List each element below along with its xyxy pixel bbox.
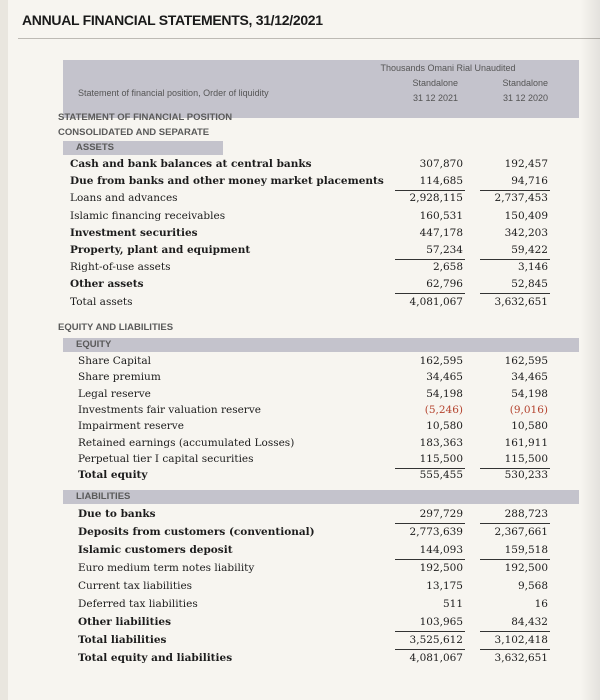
section-equity: EQUITY [76,339,112,350]
liabilities-row [78,616,578,632]
value-2020: 342,203 [504,226,548,239]
value-2021: 192,500 [419,562,463,574]
subtotal-rule [395,190,465,191]
value-2021: 555,455 [419,469,463,482]
equity-row [78,437,578,453]
row-label: Due to banks [78,508,156,520]
subtotal-rule [395,293,465,294]
equity-row [78,404,578,420]
col1-type: Standalone [412,78,458,88]
value-2020: 3,102,418 [494,634,548,646]
value-2020: 161,911 [504,436,548,449]
row-label: Islamic financing receivables [70,209,226,222]
subtotal-rule [480,559,550,560]
subtotal-rule [395,631,465,632]
value-2020: 150,409 [504,209,548,222]
value-2020: 2,367,661 [494,526,548,538]
value-2020: 3,632,651 [494,652,548,664]
value-2020: 9,568 [517,580,548,592]
col1-date: 31 12 2021 [412,93,458,103]
assets-row [70,296,570,312]
subtotal-rule [480,293,550,294]
title-divider [18,38,600,39]
liabilities-row [78,652,578,668]
row-label: Cash and bank balances at central banks [70,158,312,170]
row-label: Share premium [78,371,161,384]
row-label: Legal reserve [78,387,151,400]
row-label: Deposits from customers (conventional) [78,526,315,538]
assets-row [70,158,570,174]
value-2020: 59,422 [511,244,548,256]
liabilities-row [78,508,578,524]
value-2021: 160,531 [419,209,463,222]
row-label: Due from banks and other money market placements [70,175,384,188]
subtotal-rule [395,523,465,524]
subtotal-rule [395,649,465,650]
value-2021: 447,178 [419,226,463,239]
value-2020: 2,737,453 [494,192,548,205]
value-2021: 62,796 [426,278,463,291]
subtotal-rule [480,259,550,260]
row-label: Perpetual tier I capital securities [78,452,254,465]
value-2020: 16 [534,598,548,610]
row-label: Loans and advances [70,192,178,205]
value-2020: 84,432 [511,616,548,628]
page-shadow [580,0,600,700]
value-2020: 162,595 [504,355,548,367]
row-label: Islamic customers deposit [78,544,233,556]
value-2021: (5,246) [424,403,463,416]
assets-row [70,210,570,226]
document-page [8,0,600,700]
assets-row [70,192,570,208]
value-2020: 192,500 [504,562,548,574]
equity-row [78,371,578,387]
row-label: Right-of-use assets [70,261,171,274]
row-label: Other assets [70,278,144,291]
value-2020: 3,146 [517,261,548,274]
row-label: Total liabilities [78,634,167,646]
value-2020: 94,716 [511,175,548,188]
value-2021: 511 [442,598,463,610]
value-2020: 10,580 [511,420,548,433]
value-2021: 144,093 [419,544,463,556]
subtotal-rule [395,259,465,260]
value-2021: 2,773,639 [409,526,463,538]
equity-row [78,420,578,436]
row-label: Current tax liabilities [78,580,193,592]
value-2020: 192,457 [504,158,548,170]
equity-row [78,388,578,404]
assets-row [70,244,570,260]
liabilities-row [78,634,578,650]
col2-type: Standalone [502,78,548,88]
liabilities-row [78,526,578,542]
liabilities-row [78,580,578,596]
row-label: Total equity and liabilities [78,652,233,664]
section-liabilities: LIABILITIES [76,491,131,502]
value-2021: 103,965 [419,616,463,628]
row-label: Investments fair valuation reserve [78,403,261,416]
equity-row [78,453,578,469]
section-assets: ASSETS [76,142,115,153]
value-2020: (9,016) [509,403,548,416]
assets-row [70,278,570,294]
section-equity-liabilities: EQUITY AND LIABILITIES [58,322,174,333]
value-2021: 13,175 [426,580,463,592]
row-label: Impairment reserve [78,420,184,433]
value-2021: 54,198 [426,387,463,400]
assets-row [70,261,570,277]
subtotal-rule [480,649,550,650]
row-label: Total equity [78,469,148,482]
statement-label: Statement of financial position, Order of liquidity [78,88,269,98]
value-2021: 162,595 [419,355,463,367]
value-2021: 34,465 [426,371,463,384]
col2-date: 31 12 2020 [502,93,548,103]
value-2021: 115,500 [419,452,463,465]
subtotal-rule [395,559,465,560]
subtotal-rule [480,190,550,191]
row-label: Total assets [70,295,133,308]
value-2021: 297,729 [419,508,463,520]
liabilities-band [63,490,579,504]
assets-row [70,175,570,191]
row-label: Retained earnings (accumulated Losses) [78,436,295,449]
value-2021: 2,928,115 [409,192,463,205]
value-2021: 183,363 [419,436,463,449]
row-label: Share Capital [78,355,151,367]
row-label: Other liabilities [78,616,172,628]
value-2020: 530,233 [504,469,548,482]
value-2021: 57,234 [426,244,463,256]
liabilities-row [78,544,578,560]
row-label: Deferred tax liabilities [78,598,198,610]
value-2020: 34,465 [511,371,548,384]
value-2021: 4,081,067 [409,652,463,664]
section-consolidated: CONSOLIDATED AND SEPARATE [58,127,210,138]
assets-row [70,227,570,243]
section-statement: STATEMENT OF FINANCIAL POSITION [58,112,233,123]
row-label: Investment securities [70,226,198,239]
value-2021: 10,580 [426,420,463,433]
equity-band [63,338,579,352]
units-header: Thousands Omani Rial Unaudited [380,63,516,73]
value-2021: 2,658 [432,261,463,274]
value-2021: 307,870 [419,158,463,170]
value-2020: 115,500 [504,452,548,465]
equity-row [78,355,578,371]
liabilities-row [78,562,578,578]
row-label: Property, plant and equipment [70,244,251,256]
equity-row [78,469,578,485]
value-2021: 3,525,612 [409,634,463,646]
row-label: Euro medium term notes liability [78,562,255,574]
subtotal-rule [480,631,550,632]
value-2021: 4,081,067 [409,295,463,308]
value-2020: 3,632,651 [494,295,548,308]
liabilities-row [78,598,578,614]
value-2020: 52,845 [511,278,548,291]
subtotal-rule [480,523,550,524]
document-title: ANNUAL FINANCIAL STATEMENTS, 31/12/2021 [22,12,323,28]
value-2020: 54,198 [511,387,548,400]
value-2020: 159,518 [504,544,548,556]
value-2020: 288,723 [504,508,548,520]
value-2021: 114,685 [419,175,463,188]
